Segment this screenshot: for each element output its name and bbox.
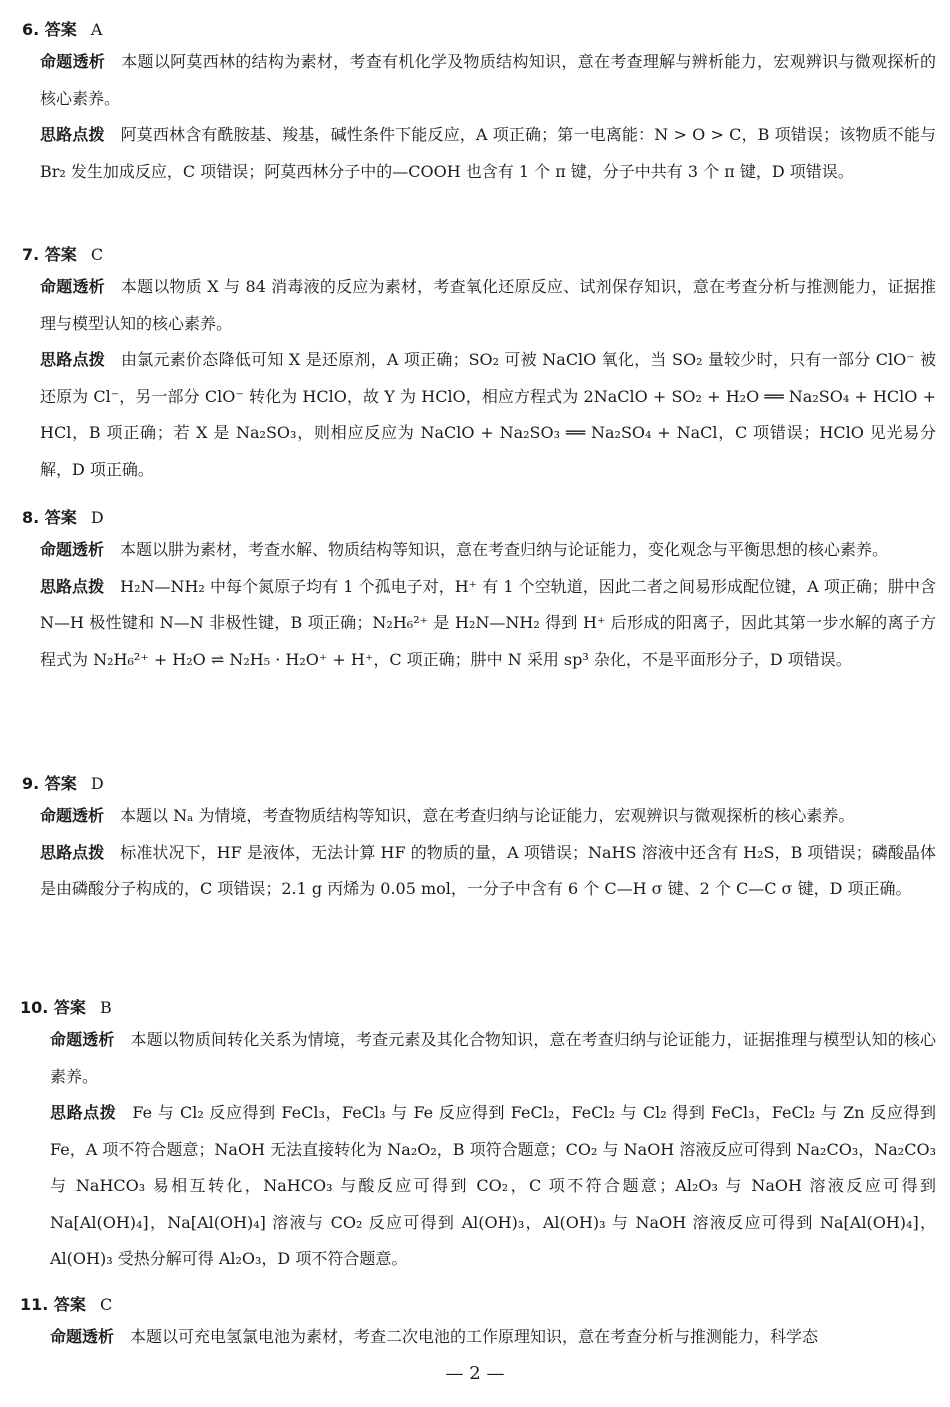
hint-label: 思路点拨 [40, 125, 105, 144]
answer-value: C [99, 1295, 113, 1314]
hint-label: 思路点拨 [40, 350, 106, 369]
hint-label: 思路点拨 [50, 1103, 117, 1122]
question-number: 9. [22, 774, 40, 793]
analysis-text: 本题以可充电氢氯电池为素材，考查二次电池的工作原理知识，意在考查分析与推测能力，科学态 [130, 1327, 819, 1346]
analysis-block [50, 1022, 936, 1095]
analysis-label: 命题透析 [40, 277, 105, 296]
answer-label: 答案 [53, 1295, 86, 1314]
question-9 [22, 774, 936, 908]
analysis-text: 本题以物质间转化关系为情境，考查元素及其化合物知识，意在考查归纳与论证能力，证据推理与模型认知的核心素养。 [50, 1030, 936, 1086]
answer-value: A [90, 20, 103, 39]
question-number: 7. [22, 245, 40, 264]
question-number: 8. [22, 508, 40, 527]
hint-label: 思路点拨 [40, 576, 105, 596]
question-11 [20, 1295, 936, 1356]
question-number: 11. [20, 1295, 49, 1314]
question-10 [20, 998, 936, 1278]
analysis-text: 本题以 Nₐ 为情境，考查物质结构等知识，意在考查归纳与论证能力，宏观辨识与微观探析的核心素养。 [120, 806, 855, 825]
analysis-text: 本题以肼为素材，考查水解、物质结构等知识，意在考查归纳与论证能力，变化观念与平衡思想的核心素养。 [120, 540, 889, 559]
hint-block [40, 342, 936, 488]
answer-line [20, 1295, 936, 1319]
answer-value: B [99, 998, 112, 1017]
answer-value: D [90, 774, 104, 793]
hint-text: Fe 与 Cl₂ 反应得到 FeCl₃，FeCl₃ 与 Fe 反应得到 FeCl₂，FeCl₂ 与 Cl₂ 得到 FeCl₃，FeCl₂ 与 Zn 反应得到 Fe，A 项不符合题意；NaOH 无法直接转化为 Na₂O₂，B 项符合题意；CO₂ 与 NaOH 溶液反应可得到 Na₂CO₃，Na₂CO₃ 与 NaHCO₃ 易相互转化，NaHCO₃ 与酸反应可得到 CO₂，C 项不符合题意；Al₂O₃ 与 NaOH 溶液反应可得到 Na[Al(OH)₄]，Na[Al(OH)₄] 溶液与 CO₂ 反应可得到 Al(OH)₃，Al(OH)₃ 与 NaOH 溶液反应可得到 Na[Al(OH)₄]，Al(OH)₃ 受热分解可得 Al₂O₃，D 项不符合题意。 [50, 1103, 936, 1268]
analysis-text: 本题以阿莫西林的结构为素材，考查有机化学及物质结构知识，意在考查理解与辨析能力，宏观辨识与微观探析的核心素养。 [40, 52, 936, 108]
answer-line [22, 245, 936, 269]
analysis-label: 命题透析 [50, 1030, 115, 1049]
answer-value: C [90, 245, 104, 264]
answer-value: D [90, 508, 104, 527]
analysis-block [40, 798, 936, 835]
page-number: — 2 — [445, 1363, 505, 1384]
hint-text: 由氯元素价态降低可知 X 是还原剂，A 项正确；SO₂ 可被 NaClO 氧化，当 SO₂ 量较少时，只有一部分 ClO⁻ 被还原为 Cl⁻，另一部分 ClO⁻ 转化为 HClO，故 Y 为 HClO，相应方程式为 2NaClO + SO₂ + H₂O ══ Na₂SO₄ + HClO + HCl，B 项正确；若 X 是 Na₂SO₃，则相应反应为 NaClO + Na₂SO₃ ══ Na₂SO₄ + NaCl，C 项错误；HClO 见光易分解，D 项正确。 [40, 350, 936, 479]
answer-label: 答案 [53, 998, 86, 1017]
answer-line [22, 20, 936, 44]
question-7 [22, 245, 936, 488]
answer-line [20, 998, 936, 1022]
answer-label: 答案 [44, 245, 77, 264]
analysis-label: 命题透析 [40, 806, 105, 825]
answer-line [22, 774, 936, 798]
analysis-block [40, 532, 936, 569]
analysis-label: 命题透析 [40, 52, 106, 71]
analysis-block [40, 44, 936, 117]
analysis-text: 本题以物质 X 与 84 消毒液的反应为素材，考查氧化还原反应、试剂保存知识，意在考查分析与推测能力，证据推理与模型认知的核心素养。 [40, 277, 936, 333]
question-8 [22, 508, 936, 678]
analysis-block [40, 269, 936, 342]
answer-label: 答案 [44, 508, 77, 527]
hint-label: 思路点拨 [40, 842, 105, 862]
question-number: 6. [22, 20, 40, 39]
answer-line [22, 508, 936, 532]
hint-block [40, 117, 936, 190]
hint-block [40, 835, 936, 908]
analysis-label: 命题透析 [40, 540, 105, 559]
answer-label: 答案 [44, 774, 77, 793]
hint-text: H₂N—NH₂ 中每个氮原子均有 1 个孤电子对，H⁺ 有 1 个空轨道，因此二者之间易形成配位键，A 项正确；肼中含 N—H 极性键和 N—N 非极性键，B 项正确；N₂H₆²⁺ 是 H₂N—NH₂ 得到 H⁺ 后形成的阳离子，因此其第一步水解的离子方程式为 N₂H₆²⁺ + H₂O ⇌ N₂H₅ · H₂O⁺ + H⁺，C 项正确；肼中 N 采用 sp³ 杂化，不是平面形分子，D 项错误。 [40, 576, 936, 669]
answer-label: 答案 [44, 20, 77, 39]
question-number: 10. [20, 998, 49, 1017]
hint-block [50, 1095, 936, 1278]
analysis-block [50, 1319, 936, 1356]
analysis-label: 命题透析 [50, 1327, 115, 1346]
hint-text: 标准状况下，HF 是液体，无法计算 HF 的物质的量，A 项错误；NaHS 溶液中还含有 H₂S，B 项错误；磷酸晶体是由磷酸分子构成的，C 项错误；2.1 g 丙烯为 0.05 mol，一分子中含有 6 个 C—H σ 键、2 个 C—C σ 键，D 项正确。 [40, 842, 936, 898]
hint-block [40, 569, 936, 679]
question-6 [22, 20, 936, 190]
hint-text: 阿莫西林含有酰胺基、羧基，碱性条件下能反应，A 项正确；第一电离能：N > O > C，B 项错误；该物质不能与 Br₂ 发生加成反应，C 项错误；阿莫西林分子中的—COOH 也含有 1 个 π 键，分子中共有 3 个 π 键，D 项错误。 [40, 125, 936, 181]
